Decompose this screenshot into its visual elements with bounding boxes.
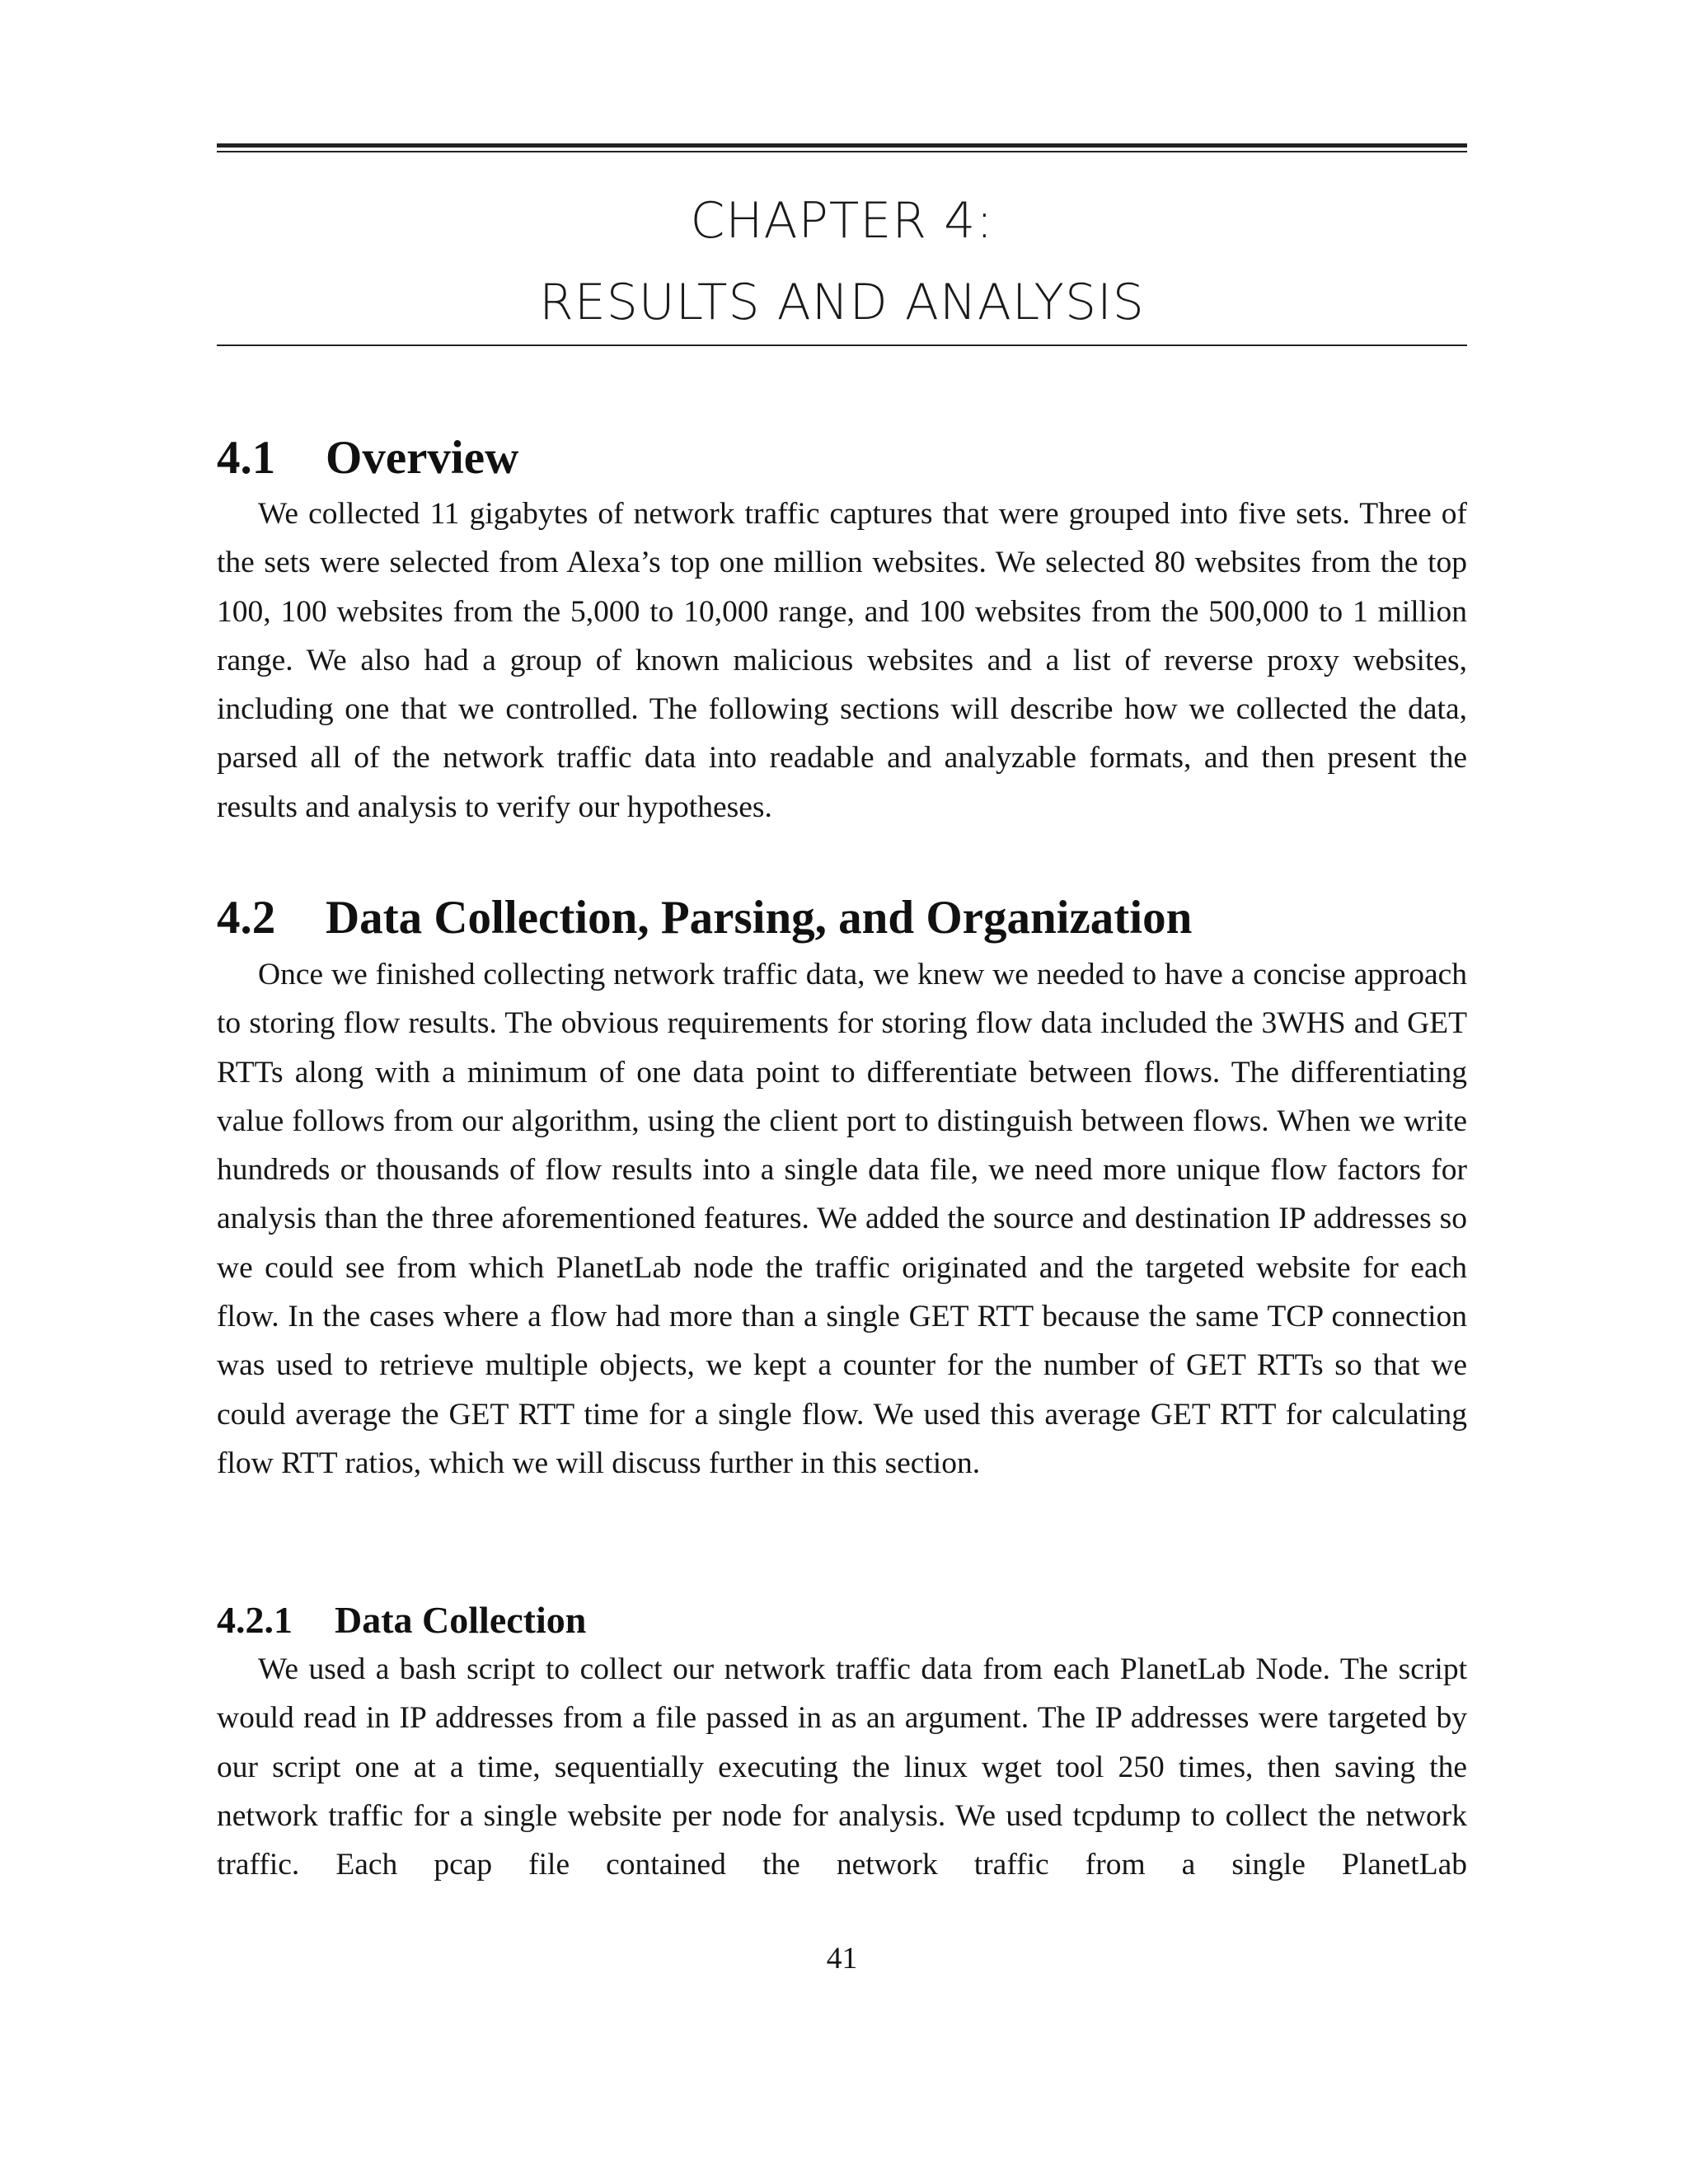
overview-paragraph: We collected 11 gigabytes of network traffic captures that were grouped into five sets. Three of the sets were selected from Alexa’s top one million websites. We selected 80 websites from the top 100, 100 websites from the 5,000 to 10,000 range, and 100 websites from the 500,000 to 1 million range. We also had a group of known malicious websites and a list of reverse proxy websites, including one that we controlled. The following sections will describe how we collected the data, parsed all of the network traffic data into readable and analyzable formats, and then present the results and analysis to verify our hypotheses. bbox=[217, 497, 1467, 824]
data-collection-parsing-paragraph: Once we finished collecting network traffic data, we knew we needed to have a concise approach to storing flow results. The obvious requirements for storing flow data included the 3WHS and GET RTTs along with a minimum of one data point to differentiate between flows. The differentiating value follows from our algorithm, using the client port to distinguish between flows. When we write hundreds or thousands of flow results into a single data file, we need more unique flow factors for analysis than the three aforementioned features. We added the source and destination IP addresses so we could see from which PlanetLab node the traffic originated and the targeted website for each flow. In the cases where a flow had more than a single GET RTT because the same TCP connection was used to retrieve multiple objects, we kept a counter for the number of GET RTTs so that we could average the GET RTT time for a single flow. We used this average GET RTT for calculating flow RTT ratios, which we will discuss further in this section. bbox=[217, 958, 1467, 1480]
chapter-top-rule-thin bbox=[217, 151, 1467, 152]
section-heading-overview bbox=[217, 432, 519, 484]
chapter-number: CHAPTER 4: bbox=[690, 192, 994, 250]
subsection-title: Data Collection bbox=[335, 1599, 587, 1641]
section-number: 4.1 bbox=[217, 432, 276, 484]
chapter-title: RESULTS AND ANALYSIS bbox=[539, 274, 1145, 331]
data-collection-paragraph: We used a bash script to collect our network traffic data from each PlanetLab Node. The script would read in IP addresses from a file passed in as an argument. The IP addresses were targeted by our script one at a time, sequentially executing the linux wget tool 250 times, then saving the network traffic for a single website per node for analysis. We used tcpdump to collect the network traffic. Each pcap file contained the network traffic from a single PlanetLab bbox=[217, 1652, 1467, 1882]
subsection-heading-data-collection bbox=[217, 1601, 586, 1639]
section-title: Overview bbox=[326, 432, 519, 484]
section-title: Data Collection, Parsing, and Organization bbox=[326, 892, 1193, 944]
chapter-bottom-rule bbox=[217, 344, 1467, 346]
chapter-top-rule bbox=[217, 143, 1467, 148]
subsection-number: 4.2.1 bbox=[217, 1599, 293, 1641]
section-heading-data-collection-parsing bbox=[217, 892, 1193, 944]
page-number: 41 bbox=[826, 1942, 858, 1975]
section-number: 4.2 bbox=[217, 892, 276, 944]
